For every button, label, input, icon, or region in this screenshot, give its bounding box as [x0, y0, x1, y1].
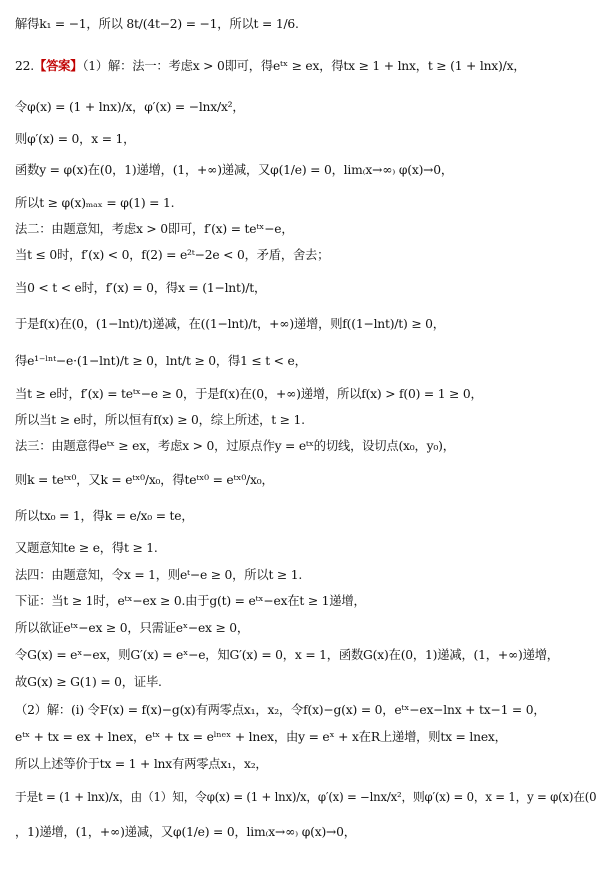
text-line: 得e¹⁻ˡⁿᵗ−e·(1−lnt)/t ≥ 0，lnt/t ≥ 0，得1 ≤ t < e，: [15, 354, 307, 368]
text-line: 于是t = (1 + lnx)/x，由（1）知，令φ(x) = (1 + lnx)/x，φ′(x) = −lnx/x²，则φ′(x) = 0，x = 1，y = φ(x)在(0: [15, 790, 597, 804]
text-line: 下证：当t ≥ 1时，eᵗˣ−ex ≥ 0.由于g(t) = eᵗˣ−ex在t ≥ 1递增，: [15, 594, 366, 608]
question-number: 22.: [15, 59, 34, 73]
text-line: 所以t ≥ φ(x)ₘₐₓ = φ(1) = 1.: [15, 196, 175, 210]
text-line: （1）解：法一：考虑x > 0即可，得eᵗˣ ≥ ex，得tx ≥ 1 + lnx，t ≥ (1 + lnx)/x，: [82, 59, 526, 73]
text-line: 法二：由题意知，考虑x > 0即可，f′(x) = teᵗˣ−e，: [15, 222, 294, 236]
text-line: 所以当t ≥ e时，所以恒有f(x) ≥ 0，综上所述，t ≥ 1.: [15, 413, 305, 427]
text-line: ，1)递增，(1，+∞)递减，又φ(1/e) = 0，lim₍x→∞₎ φ(x)→0，: [15, 825, 356, 839]
text-line: 解得k₁ = −1，所以 8t/(4t−2) = −1，所以t = 1/6.: [15, 17, 299, 31]
text-line: 法四：由题意知，令x = 1，则eᵗ−e ≥ 0，所以t ≥ 1.: [15, 568, 303, 582]
question-22-line: [15, 56, 601, 76]
text-line: 所以tx₀ = 1，得k = e/x₀ = te，: [15, 509, 194, 523]
text-line: 令G(x) = eˣ−ex，则G′(x) = eˣ−e，知G′(x) = 0，x = 1，函数G(x)在(0，1)递减，(1，+∞)递增，: [15, 648, 559, 662]
answer-tag: 【答案】: [33, 58, 83, 73]
text-line: 于是f(x)在(0，(1−lnt)/t)递减，在((1−lnt)/t，+∞)递增，则f((1−lnt)/t) ≥ 0，: [15, 317, 445, 331]
text-line: 当t ≥ e时，f′(x) = teᵗˣ−e ≥ 0，于是f(x)在(0，+∞)递增，所以f(x) > f(0) = 1 ≥ 0，: [15, 387, 483, 401]
text-line: （2）解：(i) 令F(x) = f(x)−g(x)有两零点x₁，x₂，令f(x)−g(x) = 0，eᵗˣ−ex−lnx + tx−1 = 0，: [15, 703, 546, 717]
text-line: 当t ≤ 0时，f′(x) < 0，f(2) = e²ᵗ−2e < 0，矛盾，舍去；: [15, 248, 330, 262]
text-line: eᵗˣ + tx = ex + lnex，eᵗˣ + tx = eˡⁿᵉˣ + lnex，由y = eˣ + x在R上递增，则tx = lnex，: [15, 730, 507, 744]
text-line: 故G(x) ≥ G(1) = 0，证毕.: [15, 675, 162, 689]
text-line: 又题意知te ≥ e，得t ≥ 1.: [15, 541, 158, 555]
text-line: 法三：由题意得eᵗˣ ≥ ex，考虑x > 0，过原点作y = eᵗˣ的切线，设切点(x₀，y₀)，: [15, 439, 455, 453]
text-line: 所以上述等价于tx = 1 + lnx有两零点x₁，x₂，: [15, 757, 268, 771]
text-line: 当0 < t < e时，f′(x) = 0，得x = (1−lnt)/t，: [15, 281, 267, 295]
text-line: 则k = teᵗˣ⁰，又k = eᵗˣ⁰/x₀，得teᵗˣ⁰ = eᵗˣ⁰/x₀，: [15, 473, 274, 487]
text-line: 则φ′(x) = 0，x = 1，: [15, 132, 136, 146]
text-line: 所以欲证eᵗˣ−ex ≥ 0，只需证eˣ−ex ≥ 0，: [15, 621, 250, 635]
text-line: 函数y = φ(x)在(0，1)递增，(1，+∞)递减，又φ(1/e) = 0，lim₍x→∞₎ φ(x)→0，: [15, 163, 453, 177]
text-line: 令φ(x) = (1 + lnx)/x，φ′(x) = −lnx/x²，: [15, 100, 245, 114]
